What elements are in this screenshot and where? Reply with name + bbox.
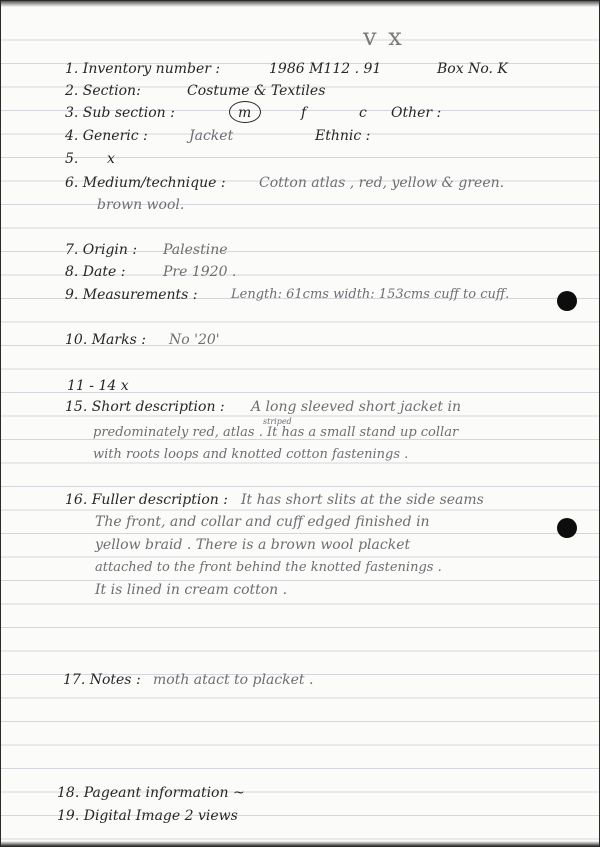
subsection-m: m [238,105,252,121]
section-value: Costume & Textiles [187,83,326,99]
medium-value-line2: brown wool. [97,197,185,213]
marks-value: No '20' [169,332,220,348]
field-16-label: 16. Fuller description : [65,492,228,508]
page-bottom-edge [1,841,600,846]
field-5-value: x [107,151,115,167]
medium-value-line1: Cotton atlas , red, yellow & green. [259,175,505,191]
short-description-line3: with roots loops and knotted cotton fastenings . [93,447,409,462]
fuller-description-line2: The front, and collar and cuff edged finished in [95,514,430,530]
field-8-label: 8. Date : [65,264,126,280]
date-value: Pre 1920 . [163,264,237,280]
field-17-label: 17. Notes : [63,672,141,688]
subsection-other: Other : [391,105,442,121]
box-number: Box No. K [437,61,508,77]
measurements-value: Length: 61cms width: 153cms cuff to cuff. [231,287,510,302]
punch-hole [557,518,577,538]
short-description-line1: A long sleeved short jacket in [251,399,461,415]
field-18-label: 18. Pageant information ~ [57,785,245,801]
fuller-description-line5: It is lined in cream cotton . [95,582,288,598]
origin-value: Palestine [163,242,228,258]
field-3-label: 3. Sub section : [65,105,175,121]
notes-value: moth atact to placket . [153,672,314,688]
subsection-c: c [359,105,367,121]
field-4-label: 4. Generic : [65,128,148,144]
short-description-insert: striped [263,417,292,426]
page-top-edge [1,1,600,7]
fuller-description-line3: yellow braid . There is a brown wool placket [95,537,411,553]
field-10-label: 10. Marks : [65,332,146,348]
field-7-label: 7. Origin : [65,242,138,258]
field-6-label: 6. Medium/technique : [65,175,226,191]
field-1-label: 1. Inventory number : [65,61,221,77]
subsection-f: f [301,105,307,121]
ethnic-label: Ethnic : [315,128,371,144]
field-2-label: 2. Section: [65,83,141,99]
generic-value: Jacket [189,128,234,144]
fuller-description-line1: It has short slits at the side seams [241,492,484,508]
field-5-label: 5. [65,151,79,167]
field-19-label: 19. Digital Image 2 views [57,808,238,824]
field-9-label: 9. Measurements : [65,287,198,303]
punch-hole [557,291,577,311]
check-marks: v x [363,23,404,51]
short-description-line2: predominately red, atlas . It has a small stand up collar [93,425,459,440]
fields-11-14: 11 - 14 x [67,378,129,394]
field-15-label: 15. Short description : [65,399,225,415]
inventory-number-value: 1986 M112 . 91 [269,61,382,77]
fuller-description-line4: attached to the front behind the knotted fastenings . [95,560,442,575]
